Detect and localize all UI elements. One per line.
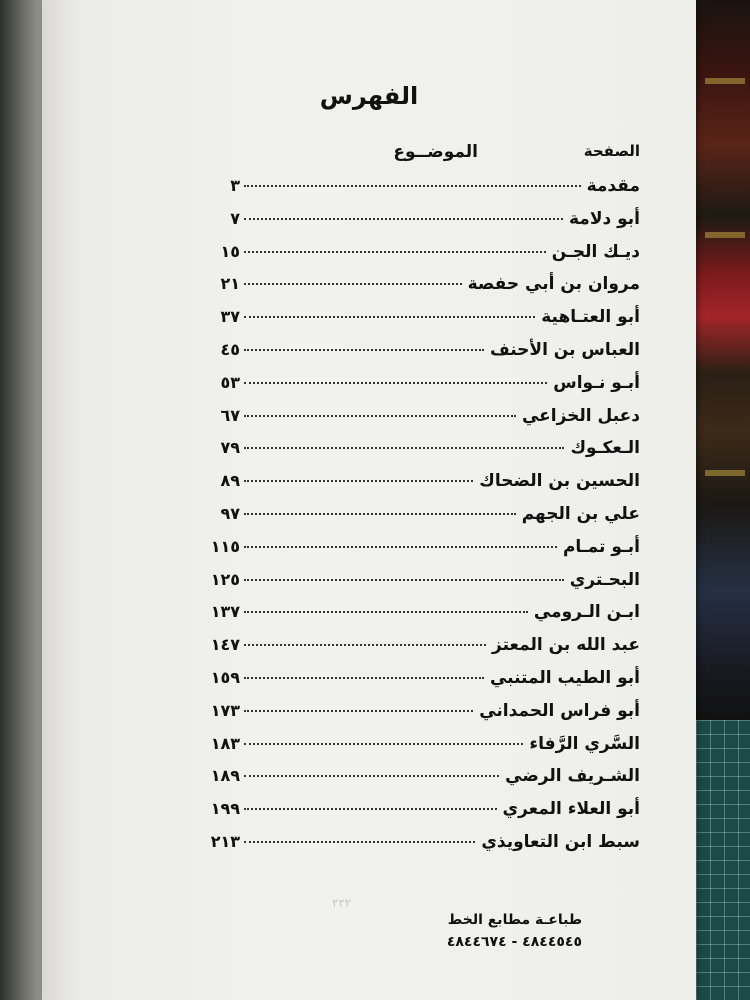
printer-name: طباعـة مطابع الخط [447,912,582,928]
dot-leader [244,579,564,581]
toc-entry [188,176,640,209]
toc-entry-page: ١٥٩ [210,667,240,687]
toc-entry-title: العباس بن الأحنف [489,339,640,360]
book-spine-gilding [705,78,745,84]
dot-leader [244,546,557,548]
toc-entry-title: عبد الله بن المعتز [492,635,640,656]
dot-leader [244,185,581,187]
toc-entry [188,570,640,603]
dot-leader [244,775,499,777]
toc-entry-title: مقدمة [586,176,640,196]
book-spine-gilding [705,232,745,238]
toc-entry-title: البحـتري [569,569,640,590]
dot-leader [244,349,484,351]
dot-leader [244,611,528,613]
toc-entry-title: أبو الطيب المتنبي [489,667,640,688]
toc-entry [188,209,640,242]
toc-entry [188,307,640,340]
dot-leader [244,841,475,843]
toc-entry-title: ديـك الجـن [551,241,640,262]
toc-entry-page: ١٨٩ [210,766,240,786]
toc-entry [188,668,640,701]
dot-leader [244,710,473,712]
toc-entry [188,504,640,537]
toc-entry-page: ١١٥ [210,536,240,556]
page-title: الفهرس [319,82,419,110]
toc-entry [188,832,640,865]
toc-entry [188,471,640,504]
toc-entry [188,537,640,570]
toc-entry-title: الـعكـوك [570,438,640,459]
toc-entry-title: أبو دلامة [568,208,640,229]
table-of-contents [188,176,640,865]
toc-entry-title: الشـريف الرضي [505,766,640,787]
toc-entry [188,406,640,439]
toc-entry [188,766,640,799]
toc-entry-title: ابـن الـرومي [533,602,640,623]
page-column-header: الصفحة [583,142,640,160]
toc-entry [188,373,640,406]
toc-entry [188,340,640,373]
toc-entry-title: أبـو تمـام [562,536,640,557]
toc-entry-page: ٩٧ [220,503,240,523]
toc-entry-page: ٣ [230,176,240,195]
toc-entry-page: ١٤٧ [210,635,240,655]
dot-leader [244,644,486,646]
dot-leader [244,677,484,679]
dot-leader [244,808,497,810]
subject-column-header: الموضــوع [393,142,478,162]
dot-leader [244,480,473,482]
toc-entry-title: مروان بن أبي حفصة [467,274,640,295]
toc-entry [188,701,640,734]
bookshelf-background [690,0,750,720]
book-page [42,0,696,1000]
toc-entry [188,734,640,767]
toc-entry-page: ١٢٥ [210,569,240,589]
faint-page-number: ٢٢٢ [332,896,352,910]
dot-leader [244,316,535,318]
toc-entry-page: ٥٣ [220,372,240,392]
toc-entry [188,602,640,635]
toc-entry-page: ٧٩ [220,438,240,458]
toc-entry-title: أبو فراس الحمداني [479,700,640,721]
dot-leader [244,382,547,384]
dot-leader [244,743,523,745]
toc-entry-page: ٧ [230,208,240,228]
dot-leader [244,251,546,253]
toc-entry-page: ١٩٩ [210,799,240,819]
toc-entry-page: ٦٧ [220,405,240,425]
toc-entry-title: أبـو نـواس [553,372,640,393]
dot-leader [244,447,564,449]
toc-entry-page: ١٧٣ [210,700,240,720]
toc-entry [188,438,640,471]
toc-entry-title: أبو العلاء المعري [502,799,640,820]
toc-entry-page: ١٣٧ [210,602,240,622]
toc-entry-page: ٨٩ [220,471,240,491]
toc-entry-page: ٢١ [220,274,240,294]
page-content [42,0,696,1000]
toc-entry-title: أبو العتـاهية [541,307,640,328]
toc-entry [188,635,640,668]
dot-leader [244,513,516,515]
toc-entry [188,274,640,307]
toc-entry-page: ٢١٣ [210,831,240,851]
toc-entry [188,242,640,275]
toc-entry-page: ١٥ [220,241,240,261]
toc-entry-title: السَّري الرَّفاء [529,733,640,754]
toc-entry-title: دعبل الخزاعي [521,405,640,426]
printer-phones: ٤٨٤٤٦٧٤ - ٤٨٤٤٥٤٥ [446,934,582,950]
book-spine-gilding [705,470,745,476]
toc-entry-title: علي بن الجهم [521,503,640,524]
dot-leader [244,218,563,220]
toc-entry [188,799,640,832]
toc-entry-title: الحسين بن الضحاك [479,471,640,492]
dot-leader [244,283,462,285]
toc-entry-title: سبط ابن التعاويذي [481,831,640,852]
dot-leader [244,415,516,417]
toc-entry-page: ٣٧ [220,307,240,327]
toc-entry-page: ١٨٣ [210,733,240,753]
toc-entry-page: ٤٥ [220,339,240,359]
